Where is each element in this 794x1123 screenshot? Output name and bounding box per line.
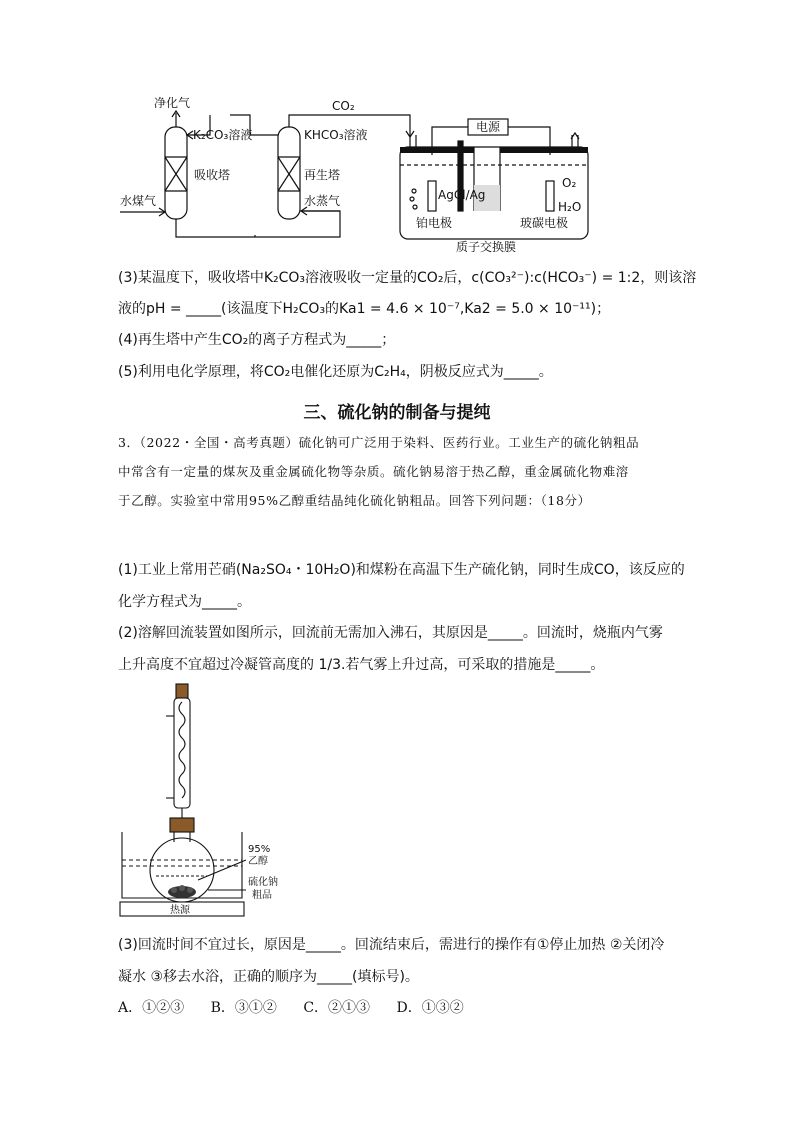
label-khco3: KHCO₃溶液 xyxy=(304,128,368,142)
choice-d[interactable]: D．①③② xyxy=(396,1000,464,1016)
label-pt-electrode: 铂电极 xyxy=(416,216,453,230)
section-title: 三、硫化钠的制备与提纯 xyxy=(303,403,491,423)
p3-intro-line3: 于乙醇。实验室中常用95%乙醇重结晶纯化硫化钠粗品。回答下列问题：（18分） xyxy=(118,493,591,508)
label-k2co3: K₂CO₃溶液 xyxy=(193,128,253,142)
label-ethanol-pct: 95% xyxy=(248,844,271,855)
q3-line1: (3)某温度下，吸收塔中K₂CO₃溶液吸收一定量的CO₂后，c(CO₃²⁻):c(HCO₃⁻) = 1:2，则该溶 xyxy=(118,270,697,286)
choice-a[interactable]: A．①②③ xyxy=(118,1000,185,1016)
reflux-apparatus-diagram xyxy=(112,680,278,920)
absorption-regeneration-diagram xyxy=(110,95,600,255)
label-glassy-carbon: 玻碳电极 xyxy=(520,216,569,230)
label-absorber: 吸收塔 xyxy=(194,168,231,182)
q5-text: (5)利用电化学原理，将CO₂电催化还原为C₂H₄，阴极反应式为_____。 xyxy=(118,364,553,380)
label-ethanol: 乙醇 xyxy=(248,856,268,867)
label-power: 电源 xyxy=(476,120,501,134)
choice-c[interactable]: C．②①③ xyxy=(303,1000,371,1016)
label-heat: 热源 xyxy=(170,905,190,916)
label-crude-2: 粗品 xyxy=(252,890,272,901)
p3-q1-line1: (1)工业上常用芒硝(Na₂SO₄・10H₂O)和煤粉在高温下生产硫化钠，同时生成CO，该反应的 xyxy=(118,562,685,578)
p3-q3-line2: 凝水 ③移去水浴，正确的顺序为_____(填标号)。 xyxy=(118,969,419,985)
label-h2o: H₂O xyxy=(558,200,582,214)
answer-choices xyxy=(118,998,486,1018)
p3-q1-line2: 化学方程式为_____。 xyxy=(118,594,251,610)
p3-q2-line1: (2)溶解回流装置如图所示，回流前无需加入沸石，其原因是_____。回流时，烧瓶内气雾 xyxy=(118,625,663,641)
label-steam: 水蒸气 xyxy=(304,194,341,208)
p3-q2-line2: 上升高度不宜超过冷凝管高度的 1/3.若气雾上升过高，可采取的措施是_____。 xyxy=(118,657,605,673)
label-water-gas: 水煤气 xyxy=(120,194,157,208)
label-regenerator: 再生塔 xyxy=(304,168,341,182)
q4-text: (4)再生塔中产生CO₂的离子方程式为_____； xyxy=(118,332,396,348)
p3-intro-line2: 中常含有一定量的煤灰及重金属硫化物等杂质。硫化钠易溶于热乙醇，重金属硫化物难溶 xyxy=(118,464,629,479)
label-co2: CO₂ xyxy=(332,99,355,113)
label-o2: O₂ xyxy=(562,176,577,190)
label-clean-gas: 净化气 xyxy=(154,96,191,110)
p3-intro-line1: 3．（2022・全国・高考真题）硫化钠可广泛用于染料、医药行业。工业生产的硫化钠粗品 xyxy=(118,435,640,450)
q3-line2: 液的pH = _____(该温度下H₂CO₃的Ka1 = 4.6 × 10⁻⁷,Ka2 = 5.0 × 10⁻¹¹)； xyxy=(118,301,611,317)
p3-q3-line1: (3)回流时间不宜过长，原因是_____。回流结束后，需进行的操作有①停止加热 ②关闭冷 xyxy=(118,937,665,953)
choice-b[interactable]: B．③①② xyxy=(210,1000,277,1016)
label-agcl: AgCl/Ag xyxy=(438,188,486,202)
label-crude-1: 硫化钠 xyxy=(248,877,278,888)
label-membrane: 质子交换膜 xyxy=(456,240,517,254)
